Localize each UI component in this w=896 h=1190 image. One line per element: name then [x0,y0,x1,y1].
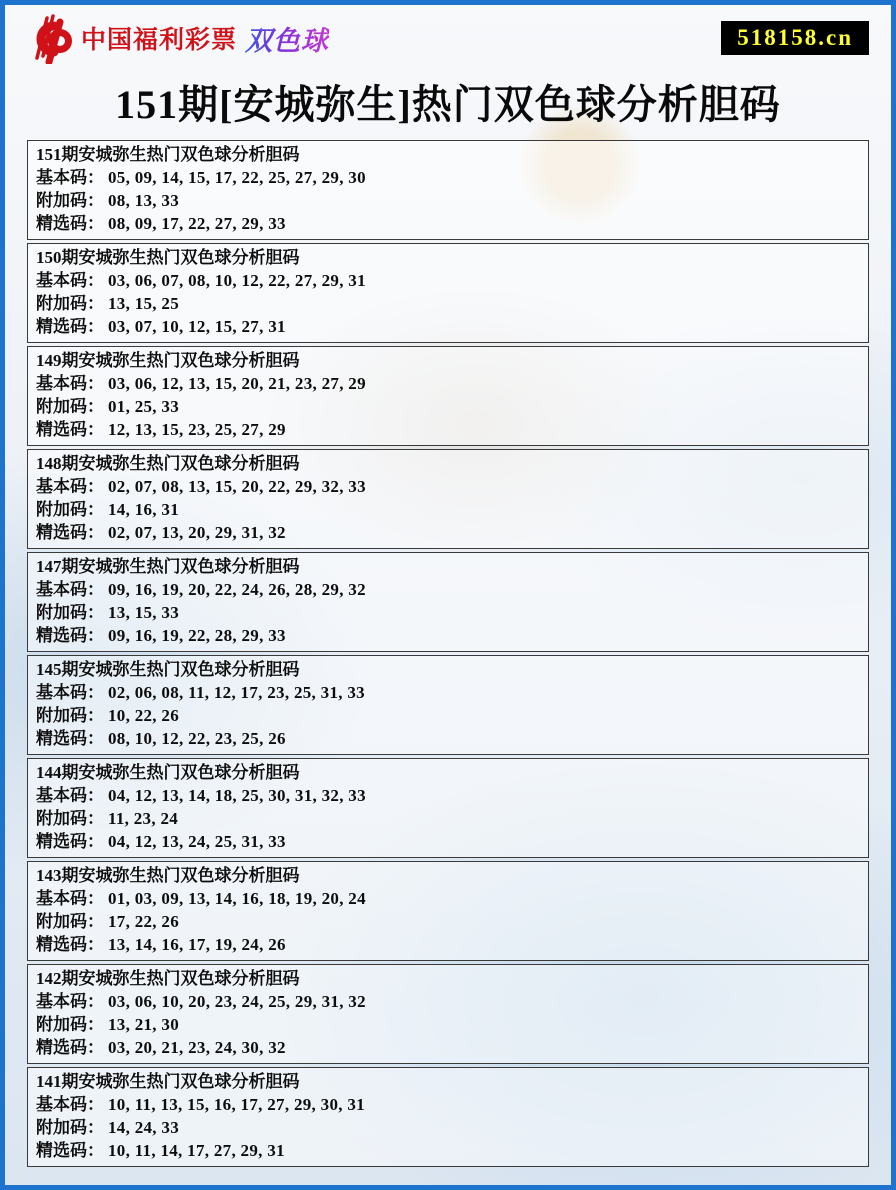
basic-codes-line [36,372,860,395]
extra-codes-label: 附加码： [36,603,104,622]
basic-codes-values: 03, 06, 10, 20, 23, 24, 25, 29, 31, 32 [108,992,366,1011]
extra-codes-label: 附加码： [36,1118,104,1137]
selected-codes-values: 04, 12, 13, 24, 25, 31, 33 [108,832,286,851]
basic-codes-label: 基本码： [36,1095,104,1114]
extra-codes-label: 附加码： [36,706,104,725]
extra-codes-line [36,498,860,521]
basic-codes-values: 03, 06, 07, 08, 10, 12, 22, 27, 29, 31 [108,271,366,290]
page-title: 151期[安城弥生]热门双色球分析胆码 [115,82,781,127]
logo-text: 中国福利彩票 [81,27,238,54]
extra-codes-line [36,1116,860,1139]
extra-codes-line [36,395,860,418]
extra-codes-line [36,807,860,830]
block-title: 149期安城弥生热门双色球分析胆码 [36,351,300,370]
selected-codes-values: 12, 13, 15, 23, 25, 27, 29 [108,420,286,439]
basic-codes-values: 03, 06, 12, 13, 15, 20, 21, 23, 27, 29 [108,374,366,393]
basic-codes-label: 基本码： [36,683,104,702]
extra-codes-line [36,189,860,212]
basic-codes-values: 04, 12, 13, 14, 18, 25, 30, 31, 32, 33 [108,786,366,805]
basic-codes-label: 基本码： [36,580,104,599]
selected-codes-line [36,830,860,853]
basic-codes-line [36,990,860,1013]
basic-codes-values: 02, 06, 08, 11, 12, 17, 23, 25, 31, 33 [108,683,365,702]
analysis-block-149 [27,346,869,446]
extra-codes-values: 10, 22, 26 [108,706,179,725]
selected-codes-label: 精选码： [36,420,104,439]
analysis-block-151 [27,140,869,240]
extra-codes-line [36,292,860,315]
extra-codes-values: 08, 13, 33 [108,191,179,210]
block-title: 141期安城弥生热门双色球分析胆码 [36,1072,300,1091]
header [27,11,869,65]
selected-codes-values: 13, 14, 16, 17, 19, 24, 26 [108,935,286,954]
basic-codes-line [36,578,860,601]
selected-codes-values: 03, 20, 21, 23, 24, 30, 32 [108,1038,286,1057]
selected-codes-label: 精选码： [36,1141,104,1160]
extra-codes-line [36,1013,860,1036]
extra-codes-line [36,601,860,624]
selected-codes-label: 精选码： [36,935,104,954]
selected-codes-label: 精选码： [36,214,104,233]
selected-codes-values: 08, 09, 17, 22, 27, 29, 33 [108,214,286,233]
selected-codes-line [36,933,860,956]
extra-codes-values: 17, 22, 26 [108,912,179,931]
analysis-block-150 [27,243,869,343]
block-title: 151期安城弥生热门双色球分析胆码 [36,145,300,164]
extra-codes-label: 附加码： [36,1015,104,1034]
basic-codes-line [36,681,860,704]
basic-codes-values: 01, 03, 09, 13, 14, 16, 18, 19, 20, 24 [108,889,366,908]
basic-codes-label: 基本码： [36,168,104,187]
extra-codes-values: 13, 15, 25 [108,294,179,313]
extra-codes-values: 01, 25, 33 [108,397,179,416]
block-title: 150期安城弥生热门双色球分析胆码 [36,248,300,267]
analysis-block-143 [27,861,869,961]
basic-codes-line [36,784,860,807]
analysis-blocks [27,140,869,1167]
selected-codes-values: 02, 07, 13, 20, 29, 31, 32 [108,523,286,542]
extra-codes-values: 14, 24, 33 [108,1118,179,1137]
basic-codes-values: 02, 07, 08, 13, 15, 20, 22, 29, 32, 33 [108,477,366,496]
basic-codes-values: 05, 09, 14, 15, 17, 22, 25, 27, 29, 30 [108,168,366,187]
analysis-block-148 [27,449,869,549]
extra-codes-values: 11, 23, 24 [108,809,179,828]
extra-codes-label: 附加码： [36,500,104,519]
selected-codes-label: 精选码： [36,729,104,748]
china-welfare-lottery-logo-icon [27,12,73,64]
basic-codes-line [36,475,860,498]
extra-codes-line [36,910,860,933]
basic-codes-label: 基本码： [36,271,104,290]
basic-codes-label: 基本码： [36,477,104,496]
selected-codes-line [36,1139,860,1162]
basic-codes-line [36,166,860,189]
extra-codes-label: 附加码： [36,912,104,931]
extra-codes-values: 13, 21, 30 [108,1015,179,1034]
selected-codes-line [36,1036,860,1059]
basic-codes-label: 基本码： [36,786,104,805]
basic-codes-line [36,887,860,910]
block-title: 143期安城弥生热门双色球分析胆码 [36,866,300,885]
extra-codes-label: 附加码： [36,191,104,210]
selected-codes-line [36,418,860,441]
selected-codes-values: 09, 16, 19, 22, 28, 29, 33 [108,626,286,645]
basic-codes-values: 10, 11, 13, 15, 16, 17, 27, 29, 30, 31 [108,1095,365,1114]
basic-codes-line [36,269,860,292]
block-title: 144期安城弥生热门双色球分析胆码 [36,763,300,782]
extra-codes-label: 附加码： [36,809,104,828]
logo [27,12,329,64]
selected-codes-line [36,727,860,750]
selected-codes-line [36,212,860,235]
block-title: 147期安城弥生热门双色球分析胆码 [36,557,300,576]
analysis-block-141 [27,1067,869,1167]
basic-codes-values: 09, 16, 19, 20, 22, 24, 26, 28, 29, 32 [108,580,366,599]
selected-codes-values: 03, 07, 10, 12, 15, 27, 31 [108,317,286,336]
selected-codes-label: 精选码： [36,626,104,645]
selected-codes-label: 精选码： [36,1038,104,1057]
extra-codes-values: 14, 16, 31 [108,500,179,519]
analysis-block-144 [27,758,869,858]
selected-codes-values: 08, 10, 12, 22, 23, 25, 26 [108,729,286,748]
extra-codes-label: 附加码： [36,397,104,416]
extra-codes-label: 附加码： [36,294,104,313]
basic-codes-label: 基本码： [36,889,104,908]
extra-codes-line [36,704,860,727]
basic-codes-label: 基本码： [36,374,104,393]
selected-codes-line [36,624,860,647]
analysis-block-145 [27,655,869,755]
selected-codes-line [36,315,860,338]
site-badge[interactable]: 518158.cn [721,21,869,55]
selected-codes-values: 10, 11, 14, 17, 27, 29, 31 [108,1141,285,1160]
selected-codes-label: 精选码： [36,523,104,542]
selected-codes-label: 精选码： [36,832,104,851]
basic-codes-label: 基本码： [36,992,104,1011]
block-title: 142期安城弥生热门双色球分析胆码 [36,969,300,988]
block-title: 145期安城弥生热门双色球分析胆码 [36,660,300,679]
extra-codes-values: 13, 15, 33 [108,603,179,622]
analysis-block-147 [27,552,869,652]
selected-codes-line [36,521,860,544]
logo-brand-text: 双色球 [245,19,329,58]
analysis-block-142 [27,964,869,1064]
basic-codes-line [36,1093,860,1116]
selected-codes-label: 精选码： [36,317,104,336]
block-title: 148期安城弥生热门双色球分析胆码 [36,454,300,473]
